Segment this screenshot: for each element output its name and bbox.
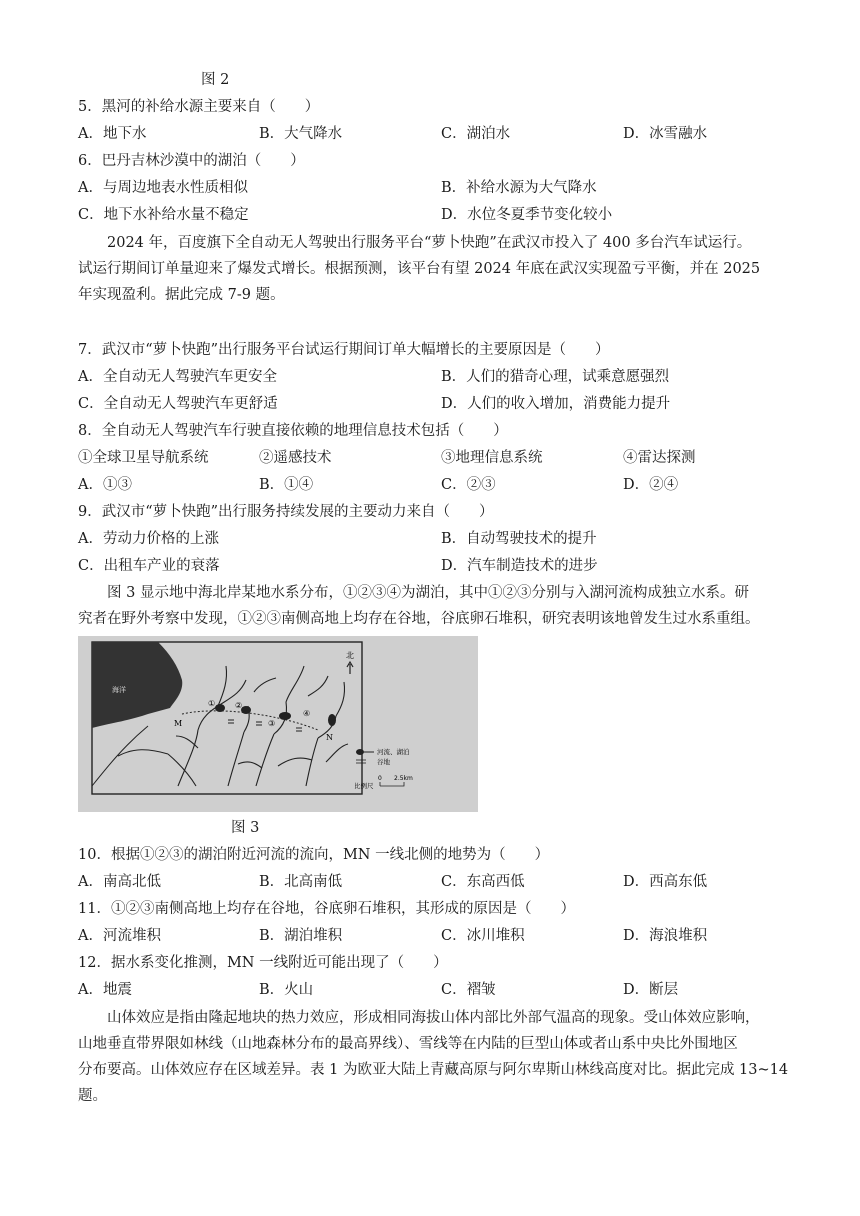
q8-item-2: ②遥感技术 [259,450,332,466]
passage-luobo [78,230,790,308]
q12-option-d: D．断层 [623,982,679,998]
figure-2-caption: 图 2 [201,72,230,88]
legend-valley-label: 谷地 [377,758,390,766]
lake-4-label: ④ [303,709,311,718]
q9-option-c: C．出租车产业的衰落 [78,558,220,574]
passage-luobo-line-1: 2024 年，百度旗下全自动无人驾驶出行服务平台“萝卜快跑”在武汉市投入了 400 多台汽车试运行。 [107,235,752,251]
q8-option-d: D．②④ [623,477,679,493]
passage-water-line-2: 究者在野外考察中发现，①②③南侧高地上均存在谷地，谷底卵石堆积，研究表明该地曾发生过水系重组。 [78,611,760,627]
passage-water-line-1: 图 3 显示地中海北岸某地水系分布，①②③④为湖泊，其中①②③分别与入湖河流构成独立水系。研 [107,585,749,601]
passage-mass-line-3: 分布要高。山体效应存在区域差异。表 1 为欧亚大陆上青藏高原与阿尔卑斯山林线高度对比。据此完成 13~14 [78,1062,789,1078]
lake-3-label: ③ [268,719,276,728]
q9-option-d: D．汽车制造技术的进步 [441,558,598,574]
passage-mass-line-2: 山地垂直带界限如林线（山地森林分布的最高界线）、雪线等在内陆的巨型山体或者山系中央比外围地区 [78,1036,738,1052]
q10-option-c: C．东高西低 [441,874,525,890]
lake-3 [279,712,291,720]
q12-option-c: C．褶皱 [441,982,496,998]
q6-option-c: C．地下水补给水量不稳定 [78,207,249,223]
q6-option-b: B．补给水源为大气降水 [441,180,597,196]
passage-luobo-line-3: 年实现盈利。据此完成 7-9 题。 [78,287,285,303]
lake-1-label: ① [208,699,216,708]
q11-option-b: B．湖泊堆积 [259,928,343,944]
q5-option-b: B．大气降水 [259,126,343,142]
passage-mass-line-1: 山体效应是指由隆起地块的热力效应，形成相同海拔山体内部比外部气温高的现象。受山体效应影响， [107,1010,760,1026]
question-11-stem: 11．①②③南侧高地上均存在谷地，谷底卵石堆积，其形成的原因是（ ） [78,901,575,917]
question-6-stem: 6．巴丹吉林沙漠中的湖泊（ ） [78,153,305,169]
question-8-stem: 8．全自动无人驾驶汽车行驶直接依赖的地理信息技术包括（ ） [78,423,508,439]
passage-luobo-line-2: 试运行期间订单量迎来了爆发式增长。根据预测，该平台有望 2024 年底在武汉实现盈亏平衡，并在 2025 [78,261,761,277]
q7-option-c: C．全自动无人驾驶汽车更舒适 [78,396,278,412]
q7-option-d: D．人们的收入增加，消费能力提升 [441,396,671,412]
q11-option-c: C．冰川堆积 [441,928,525,944]
lake-2-label: ② [235,701,243,710]
question-10-stem: 10．根据①②③的湖泊附近河流的流向，MN 一线北侧的地势为（ ） [78,847,550,863]
q7-option-b: B．人们的猎奇心理，试乘意愿强烈 [441,369,670,385]
question-5-stem: 5．黑河的补给水源主要来自（ ） [78,99,320,115]
legend-river-lake-label: 河流、湖泊 [377,748,410,756]
q8-item-3: ③地理信息系统 [441,450,543,466]
scale-value: 2.5km [394,775,413,782]
q10-option-d: D．西高东低 [623,874,708,890]
scale-zero: 0 [378,775,382,782]
question-9-stem: 9．武汉市“萝卜快跑”出行服务持续发展的主要动力来自（ ） [78,504,494,520]
passage-mass-line-4: 题。 [78,1088,107,1104]
q12-option-b: B．火山 [259,982,314,998]
q5-option-d: D．冰雪融水 [623,126,708,142]
q5-option-a: A．地下水 [78,126,147,142]
q6-option-a: A．与周边地表水性质相似 [78,180,248,196]
q6-option-d: D．水位冬夏季节变化较小 [441,207,613,223]
sea-label: 海洋 [112,687,126,694]
figure-3-map [78,636,478,812]
q5-option-c: C．湖泊水 [441,126,511,142]
q12-option-a: A．地震 [78,982,132,998]
q8-option-c: C．②③ [441,477,496,493]
q10-option-b: B．北高南低 [259,874,343,890]
passage-mass-effect [78,1005,790,1109]
lake-4 [328,714,336,726]
q11-option-a: A．河流堆积 [78,928,161,944]
q8-item-1: ①全球卫星导航系统 [78,450,209,466]
figure-3-caption: 图 3 [231,820,260,836]
point-m-label: M [174,719,183,728]
q8-option-b: B．①④ [259,477,314,493]
q9-option-a: A．劳动力价格的上涨 [78,531,219,547]
point-n-label: N [326,733,333,742]
q11-option-d: D．海浪堆积 [623,928,708,944]
q10-option-a: A．南高北低 [78,874,161,890]
q8-option-a: A．①③ [78,477,132,493]
scale-label: 比例尺 [354,782,374,790]
q9-option-b: B．自动驾驶技术的提升 [441,531,597,547]
legend-lake-icon [356,749,364,755]
q8-item-4: ④雷达探测 [623,450,696,466]
north-label: 北 [346,651,354,660]
question-12-stem: 12．据水系变化推测，MN 一线附近可能出现了（ ） [78,955,448,971]
q7-option-a: A．全自动无人驾驶汽车更安全 [78,369,277,385]
question-7-stem: 7．武汉市“萝卜快跑”出行服务平台试运行期间订单大幅增长的主要原因是（ ） [78,342,610,358]
